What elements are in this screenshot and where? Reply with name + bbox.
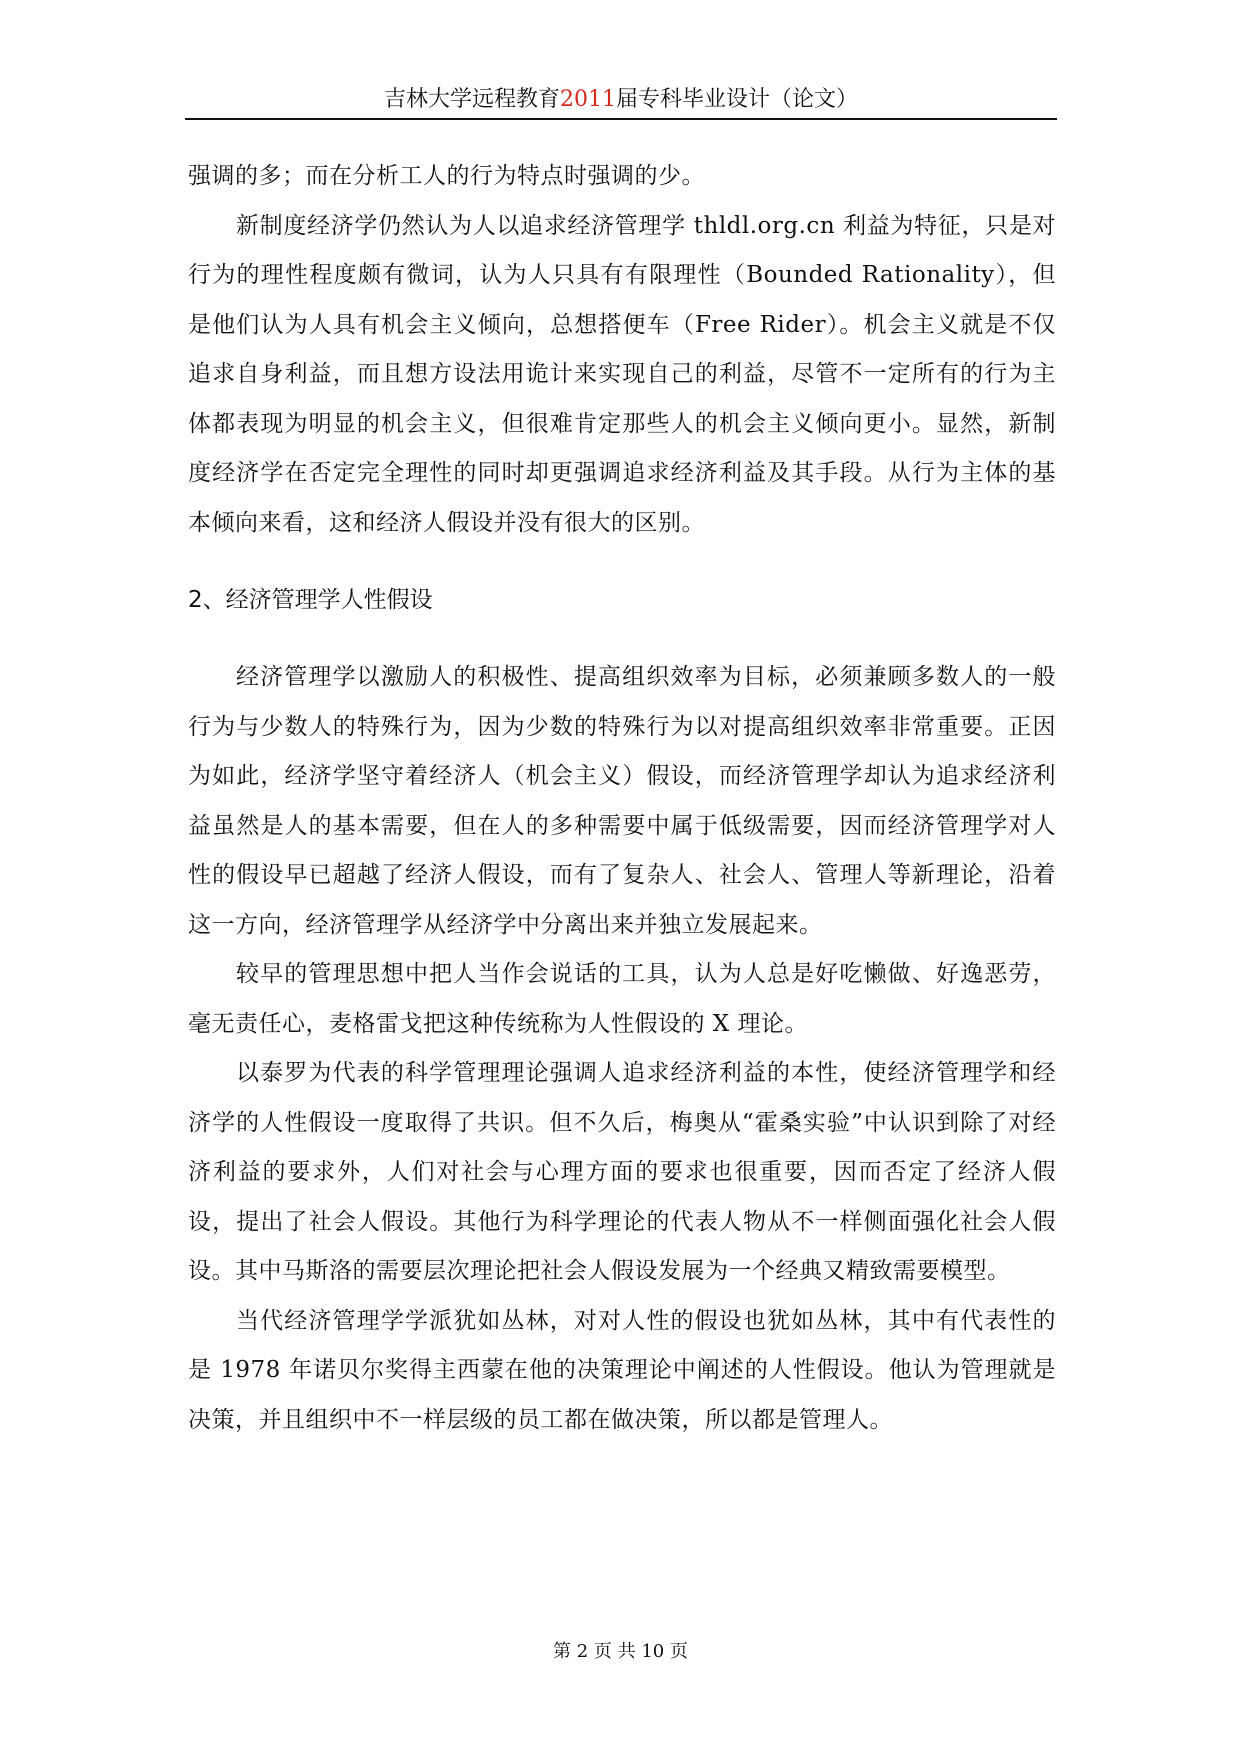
paragraph-scientific-management: 以泰罗为代表的科学管理理论强调人追求经济利益的本性，使经济管理学和经济学的人性假设一度取得了共识。但不久后，梅奥从“霍桑实验”中认识到除了对经济利益的要求外，人们对社会与心理方面的要求也很重要，因而否定了经济人假设，提出了社会人假设。其他行为科学理论的代表人物从不一样侧面强化社会人假设。其中马斯洛的需要层次理论把社会人假设发展为一个经典又精致需要模型。	[188, 1060, 1056, 1284]
paragraph-continuation: 强调的多；而在分析工人的行为特点时强调的少。	[188, 163, 705, 189]
header-title-prefix: 吉林大学远程教育	[383, 87, 560, 112]
paragraph-management-hypothesis: 经济管理学以激励人的积极性、提高组织效率为目标，必须兼顾多数人的一般行为与少数人的特殊行为，因为少数的特殊行为以对提高组织效率非常重要。正因为如此，经济学坚守着经济人（机会主义）假设，而经济管理学却认为追求经济利益虽然是人的基本需要，但在人的多种需要中属于低级需要，因而经济管理学对人性的假设早已超越了经济人假设，而有了复杂人、社会人、管理人等新理论，沿着这一方向，经济管理学从经济学中分离出来并独立发展起来。	[188, 664, 1056, 938]
header-year: 2011	[560, 87, 616, 112]
page-footer: 第 2 页 共 10 页	[553, 1641, 688, 1662]
paragraph-simon-decision-theory: 当代经济管理学学派犹如丛林，对对人性的假设也犹如丛林，其中有代表性的是 1978 年诺贝尔奖得主西蒙在他的决策理论中阐述的人性假设。他认为管理就是决策，并且组织中不一样层级的员工都在做决策，所以都是管理人。	[188, 1307, 1056, 1433]
page-header	[185, 84, 1057, 116]
page-body	[188, 152, 1056, 1445]
header-title-suffix: 届专科毕业设计（论文）	[616, 87, 859, 112]
header-divider	[185, 118, 1057, 120]
paragraph-theory-x: 较早的管理思想中把人当作会说话的工具，认为人总是好吃懒做、好逸恶劳，毫无责任心，麦格雷戈把这种传统称为人性假设的 X 理论。	[188, 961, 1056, 1037]
section-heading: 2、经济管理学人性假设	[188, 587, 433, 613]
paragraph-new-institutional-economics: 新制度经济学仍然认为人以追求经济管理学 thldl.org.cn 利益为特征，只是对行为的理性程度颇有微词，认为人只具有有限理性（Bounded Rationality），但是他们认为人具有机会主义倾向，总想搭便车（Free Rider）。机会主义就是不仅追求自身利益，而且想方设法用诡计来实现自己的利益，尽管不一定所有的行为主体都表现为明显的机会主义，但很难肯定那些人的机会主义倾向更小。显然，新制度经济学在否定完全理性的同时却更强调追求经济利益及其手段。从行为主体的基本倾向来看，这和经济人假设并没有很大的区别。	[188, 212, 1056, 536]
